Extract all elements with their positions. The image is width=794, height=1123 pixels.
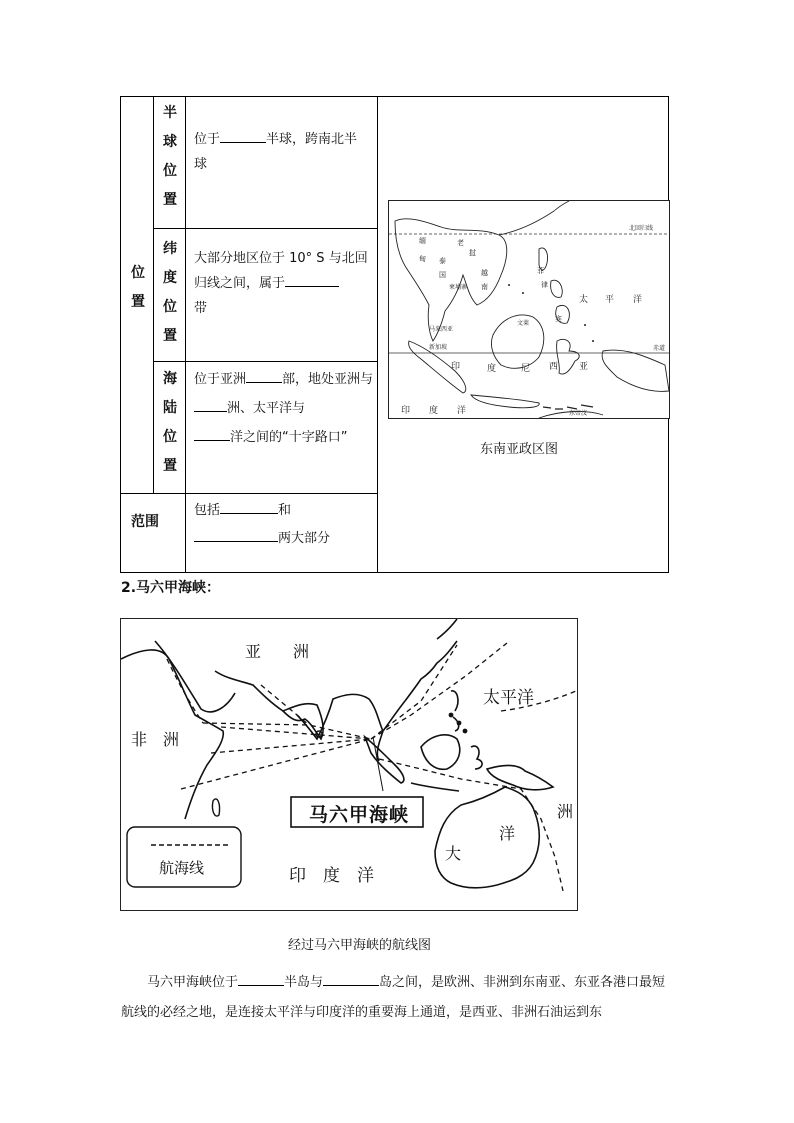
blank-field[interactable] [194,426,230,441]
svg-text:南: 南 [481,283,488,291]
svg-text:泰: 泰 [439,257,446,265]
svg-text:西: 西 [549,362,559,372]
svg-text:赤道: 赤道 [653,345,666,352]
strait-map-caption: 经过马六甲海峡的航线图 [288,938,432,953]
blank-field[interactable] [238,971,284,986]
svg-text:甸: 甸 [419,255,426,263]
divider [185,97,186,573]
blank-field[interactable] [220,128,266,143]
body-paragraph: 马六甲海峡位于 半岛与 岛之间，是欧洲、非洲到东南亚、东亚各港口最短航线的必经之地，是连接太平洋与印度洋的重要海上通道，是西亚、非洲石油运到东 [121,968,676,1028]
blank-field[interactable] [220,499,278,514]
svg-text:洋: 洋 [633,295,643,305]
svg-text:越: 越 [481,269,488,277]
sea-land-label: 海陆位置 [163,371,177,474]
divider [121,493,378,494]
svg-text:缅: 缅 [419,237,426,245]
scope-text: 包括 和 两大部分 [194,497,374,553]
svg-text:柬埔寨: 柬埔寨 [449,284,468,291]
svg-text:挝: 挝 [469,249,476,257]
svg-text:度: 度 [429,406,439,416]
blank-field[interactable] [194,527,278,542]
position-label: 位置 [131,265,145,310]
svg-text:东帝汶: 东帝汶 [569,410,588,417]
africa-label: 非 洲 [131,730,180,749]
svg-text:马来西亚: 马来西亚 [429,326,454,333]
svg-text:宾: 宾 [555,315,562,323]
hemisphere-text: 位于 半球，跨南北半球 [194,127,370,177]
svg-text:新加坡: 新加坡 [429,344,448,351]
svg-text:国: 国 [439,271,446,279]
svg-text:尼: 尼 [521,364,531,374]
section-heading: 2.马六甲海峡： [121,580,221,596]
blank-field[interactable] [246,368,282,383]
svg-text:度: 度 [487,364,497,374]
divider [153,228,378,229]
legend-label: 航海线 [159,859,205,877]
svg-text:北回归线: 北回归线 [629,225,654,232]
svg-text:平: 平 [605,295,615,305]
svg-text:洋: 洋 [457,406,467,416]
pacific-label: 太平洋 [483,688,534,708]
oceania-label-3: 大 [445,844,462,863]
hemisphere-label: 半球位置 [163,105,177,208]
latitude-label: 纬度位置 [163,241,177,344]
svg-text:菲: 菲 [537,267,544,275]
divider [377,97,378,573]
oceania-label-2: 洋 [499,824,516,843]
blank-field[interactable] [194,397,227,412]
malacca-strait-map [120,618,578,911]
svg-text:印: 印 [401,406,411,416]
southeast-asia-map-drawing [389,201,669,418]
southeast-asia-map [388,200,670,419]
sea-land-text: 位于亚洲 部，地处亚洲与洲、太平洋与 洋之间的“十字路口” [194,365,374,452]
divider [153,361,378,362]
asia-label: 亚 洲 [245,642,310,661]
sea-map-caption: 东南亚政区图 [480,442,559,457]
divider [153,97,154,493]
svg-text:文莱: 文莱 [517,320,530,327]
scope-label: 范围 [131,514,159,530]
svg-text:老: 老 [457,239,464,247]
svg-text:太: 太 [579,295,589,305]
latitude-text: 大部分地区位于 10° S 与北回归线之间，属于 带 [194,251,368,316]
svg-text:律: 律 [541,281,548,289]
svg-text:印: 印 [451,362,461,372]
svg-text:亚: 亚 [579,362,589,372]
strait-label: 马六甲海峡 [308,804,409,826]
oceania-label-1: 洲 [557,802,574,821]
blank-field[interactable] [323,971,379,986]
blank-field[interactable] [285,272,339,287]
indian-label: 印 度 洋 [289,866,374,886]
